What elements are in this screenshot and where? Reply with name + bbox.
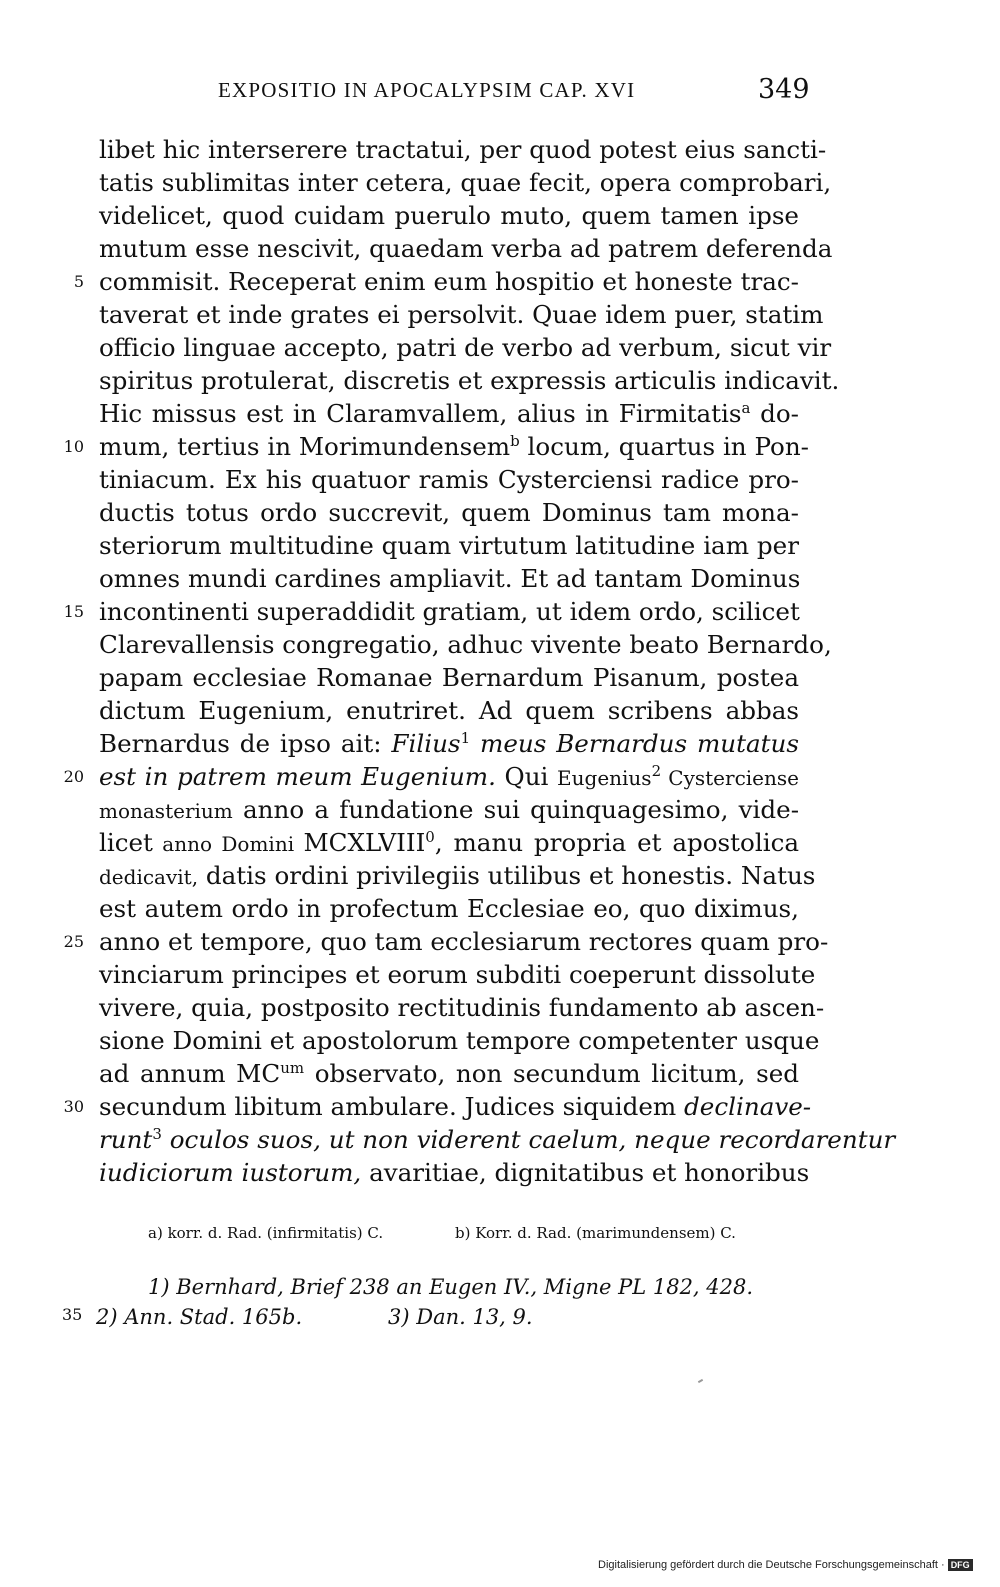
page-header: [0, 76, 1000, 108]
text-line: spiritus protulerat, discretis et expressis articulis indicavit.: [99, 366, 840, 395]
text-line: steriorum multitudine quam virtutum latitudine iam per: [99, 531, 799, 560]
text-line: papam ecclesiae Romanae Bernardum Pisanum, postea: [99, 663, 799, 692]
source-note-2: 2) Ann. Stad. 165b.: [96, 1305, 303, 1329]
text-line: taverat et inde grates ei persolvit. Quae idem puer, statim: [99, 300, 824, 329]
line-number: 10: [63, 437, 84, 456]
text-line: ad annum $MC^{um}$ observato, non secundum licitum, sed: [99, 1058, 799, 1088]
text-line: dedicavit, datis ordini privilegiis utilibus et honestis. Natus: [99, 861, 816, 890]
text-line: est autem ordo in profectum Ecclesiae eo, quo diximus,: [99, 894, 799, 923]
critical-note-b: b) Korr. d. Rad. (marimundensem) C.: [455, 1224, 736, 1242]
text-line: vivere, quia, postposito rectitudinis fundamento ab ascen-: [99, 993, 825, 1022]
text-line: runt$^3$ oculos suos, ut non viderent caelum, neque recordarentur: [99, 1124, 896, 1154]
line-number: 15: [63, 602, 84, 621]
source-note-3: 3) Dan. 13, 9.: [388, 1305, 533, 1329]
text-line: Bernardus de ipso ait: Filius$^1$ meus Bernardus mutatus: [99, 728, 799, 758]
line-number: 35: [62, 1305, 83, 1324]
text-line: libet hic interserere tractatui, per quod potest eius sancti-: [99, 135, 827, 164]
line-number: 20: [63, 767, 84, 786]
page-number: 349: [758, 74, 810, 105]
text-line: monasterium anno a fundatione sui quinquagesimo, vide-: [99, 795, 799, 824]
text-line: secundum libitum ambulare. Judices siquidem declinave-: [99, 1092, 812, 1121]
text-line: tiniacum. Ex his quatuor ramis Cysterciensi radice pro-: [99, 465, 799, 494]
text-line: est in patrem meum Eugenium. Qui Eugenius$^2$ Cysterciense: [99, 761, 799, 791]
line-number: 5: [73, 272, 84, 291]
critical-note-a: a) korr. d. Rad. (infirmitatis) C.: [148, 1224, 384, 1242]
text-line: Clarevallensis congregatio, adhuc vivente beato Bernardo,: [99, 630, 832, 659]
text-line: sione Domini et apostolorum tempore competenter usque: [99, 1026, 820, 1055]
line-number: 25: [63, 932, 84, 951]
running-title: EXPOSITIO IN APOCALYPSIM CAP. XVI: [218, 78, 636, 102]
digitization-credit: Digitalisierung gefördert durch die Deutsche Forschungsgemeinschaft · DFG: [598, 1559, 973, 1571]
text-line: omnes mundi cardines ampliavit. Et ad tantam Dominus: [99, 564, 801, 593]
text-line: anno et tempore, quo tam ecclesiarum rectores quam pro-: [99, 927, 829, 956]
text-line: Hic missus est in Claramvallem, alius in Firmitatis$^a$ do-: [99, 398, 799, 428]
text-line: incontinenti superaddidit gratiam, ut idem ordo, scilicet: [99, 597, 800, 626]
text-line: ductis totus ordo succrevit, quem Dominus tam mona-: [99, 498, 799, 527]
text-line: mutum esse nescivit, quaedam verba ad patrem deferenda: [99, 234, 833, 263]
text-line: mum, tertius in Morimundensem$^b$ locum, quartus in Pon-: [99, 431, 809, 461]
line-number: 30: [63, 1097, 84, 1116]
text-line: officio linguae accepto, patri de verbo ad verbum, sicut vir: [99, 333, 832, 362]
text-line: videlicet, quod cuidam puerulo muto, quem tamen ipse: [99, 201, 799, 230]
text-line: tatis sublimitas inter cetera, quae fecit, opera comprobari,: [99, 168, 832, 197]
dfg-logo: DFG: [948, 1559, 973, 1571]
text-line: commisit. Receperat enim eum hospitio et honeste trac-: [99, 267, 799, 296]
scan-speck: [698, 1379, 703, 1383]
critical-apparatus: [148, 1224, 808, 1242]
source-note-1: 1) Bernhard, Brief 238 an Eugen IV., Migne PL 182, 428.: [148, 1275, 754, 1299]
text-line: iudiciorum iustorum, avaritiae, dignitatibus et honoribus: [99, 1158, 810, 1187]
text-line: licet anno Domini MCXLVIII$^0$, manu propria et apostolica: [99, 827, 800, 857]
text-line: vinciarum principes et eorum subditi coeperunt dissolute: [99, 960, 816, 989]
text-line: dictum Eugenium, enutriret. Ad quem scribens abbas: [99, 696, 799, 725]
